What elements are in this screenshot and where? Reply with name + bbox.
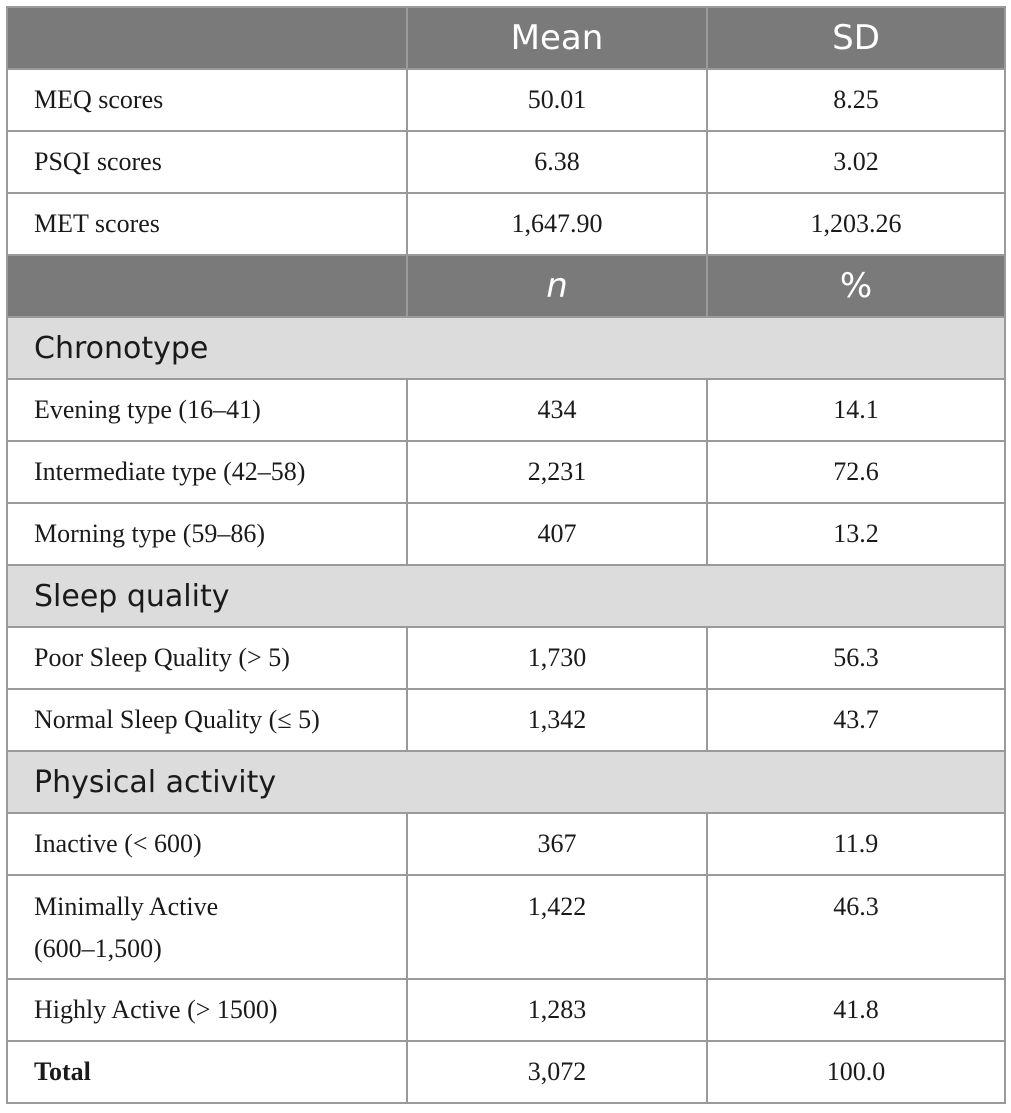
section-header-sleep-quality: [7, 565, 1005, 627]
section-title: Sleep quality: [7, 565, 1005, 627]
row-label: MEQ scores: [7, 69, 407, 131]
row-label: Evening type (16–41): [7, 379, 407, 441]
n-value: 2,231: [407, 441, 707, 503]
table-row-minimally-active: [7, 875, 1005, 979]
header-mean: Mean: [407, 7, 707, 69]
n-value: 407: [407, 503, 707, 565]
total-percent-value: 100.0: [707, 1041, 1005, 1103]
n-value: 1,730: [407, 627, 707, 689]
percent-value: 13.2: [707, 503, 1005, 565]
table-row-normal-sleep-quality: [7, 689, 1005, 751]
section-title: Physical activity: [7, 751, 1005, 813]
row-label: [7, 875, 407, 979]
total-n-value: 3,072: [407, 1041, 707, 1103]
table-row-met: [7, 193, 1005, 255]
percent-value: 41.8: [707, 979, 1005, 1041]
header-row-n-percent: [7, 255, 1005, 317]
row-label: Inactive (< 600): [7, 813, 407, 875]
header-row-mean-sd: [7, 7, 1005, 69]
mean-value: 6.38: [407, 131, 707, 193]
mean-value: 1,647.90: [407, 193, 707, 255]
header-n: n: [407, 255, 707, 317]
row-label: MET scores: [7, 193, 407, 255]
row-label: Intermediate type (42–58): [7, 441, 407, 503]
row-label-line2: (600–1,500): [34, 934, 162, 963]
header-blank-cell: [7, 7, 407, 69]
mean-value: 50.01: [407, 69, 707, 131]
n-value: 434: [407, 379, 707, 441]
row-label-line1: Minimally Active: [34, 892, 219, 921]
header-blank-cell: [7, 255, 407, 317]
table-row-morning-type: [7, 503, 1005, 565]
table-row-total: [7, 1041, 1005, 1103]
n-value: 1,422: [407, 875, 707, 979]
table-row-meq: [7, 69, 1005, 131]
n-value: 1,342: [407, 689, 707, 751]
percent-value: 11.9: [707, 813, 1005, 875]
percent-value: 46.3: [707, 875, 1005, 979]
percent-value: 72.6: [707, 441, 1005, 503]
percent-value: 14.1: [707, 379, 1005, 441]
table-row-poor-sleep-quality: [7, 627, 1005, 689]
sd-value: 8.25: [707, 69, 1005, 131]
table-row-psqi: [7, 131, 1005, 193]
percent-value: 43.7: [707, 689, 1005, 751]
row-label: Highly Active (> 1500): [7, 979, 407, 1041]
percent-value: 56.3: [707, 627, 1005, 689]
row-label: Poor Sleep Quality (> 5): [7, 627, 407, 689]
row-label: Normal Sleep Quality (≤ 5): [7, 689, 407, 751]
n-value: 367: [407, 813, 707, 875]
header-sd: SD: [707, 7, 1005, 69]
table-row-inactive: [7, 813, 1005, 875]
section-header-chronotype: [7, 317, 1005, 379]
row-label: Morning type (59–86): [7, 503, 407, 565]
header-percent: %: [707, 255, 1005, 317]
section-header-physical-activity: [7, 751, 1005, 813]
descriptive-statistics-table: [6, 6, 1006, 1104]
n-value: 1,283: [407, 979, 707, 1041]
table-row-evening-type: [7, 379, 1005, 441]
table-row-intermediate-type: [7, 441, 1005, 503]
section-title: Chronotype: [7, 317, 1005, 379]
row-label: PSQI scores: [7, 131, 407, 193]
total-label: Total: [7, 1041, 407, 1103]
sd-value: 1,203.26: [707, 193, 1005, 255]
table-row-highly-active: [7, 979, 1005, 1041]
sd-value: 3.02: [707, 131, 1005, 193]
